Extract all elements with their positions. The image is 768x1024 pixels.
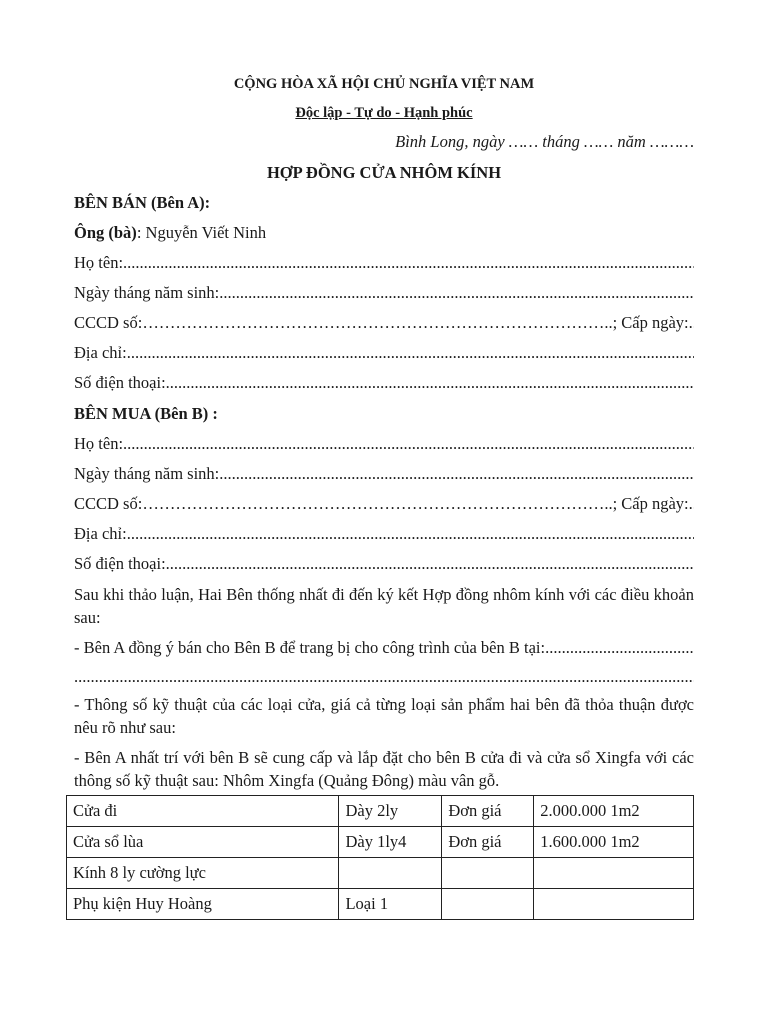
country-heading: CỘNG HÒA XÃ HỘI CHỦ NGHĨA VIỆT NAM [233, 76, 535, 92]
table-cell: Đơn giá [442, 827, 534, 858]
table-cell: 1.600.000 1m2 [534, 827, 694, 858]
buyer-name-label: Họ tên: [74, 434, 124, 453]
fill-dots [689, 494, 694, 514]
fill-dots [689, 313, 694, 333]
buyer-id-date-label: ..; Cấp ngày: [604, 494, 689, 513]
table-cell: Cửa đi [67, 796, 339, 827]
table-cell [442, 858, 534, 889]
seller-owner-value: : Nguyễn Viết Ninh [136, 223, 267, 242]
intro-paragraph: Sau khi thảo luận, Hai Bên thống nhất đi đến ký kết Hợp đồng nhôm kính với các điều khoản sau: [74, 585, 694, 627]
place-date: Bình Long, ngày …… tháng …… năm ……… [395, 132, 694, 151]
clause-location [74, 638, 694, 658]
seller-name-label: Họ tên: [74, 253, 124, 272]
table-cell: Cửa sổ lùa [67, 827, 339, 858]
fill-dots [74, 667, 694, 687]
table-cell: Dày 2ly [339, 796, 442, 827]
fill-dots [123, 253, 694, 273]
seller-address-label: Địa chỉ: [74, 343, 127, 362]
fill-dots [142, 313, 604, 333]
seller-owner-label: Ông (bà) [74, 223, 137, 242]
seller-id-date-label: ..; Cấp ngày: [604, 313, 689, 332]
table-cell [534, 858, 694, 889]
seller-dob-field [74, 283, 694, 303]
table-cell: Phụ kiện Huy Hoàng [67, 889, 339, 920]
table-row [67, 889, 694, 920]
motto [74, 103, 694, 123]
spec-table [66, 795, 694, 920]
table-row [67, 858, 694, 889]
motto-text: Độc lập - Tự do - Hạnh phúc [295, 105, 473, 121]
table-cell [442, 889, 534, 920]
fill-dots [545, 638, 694, 658]
clause-location-text: - Bên A đồng ý bán cho Bên B để trang bị cho công trình của bên B tại: [74, 638, 546, 657]
buyer-phone-field [74, 554, 694, 574]
table-cell: 2.000.000 1m2 [534, 796, 694, 827]
clause-location-continued [74, 667, 694, 687]
seller-name-field [74, 253, 694, 273]
fill-dots [219, 283, 694, 303]
document-title: HỢP ĐỒNG CỬA NHÔM KÍNH [266, 163, 502, 182]
table-row [67, 827, 694, 858]
fill-dots [142, 494, 604, 514]
fill-dots [127, 343, 694, 363]
buyer-dob-label: Ngày tháng năm sinh: [74, 464, 220, 483]
buyer-heading: BÊN MUA (Bên B) : [74, 404, 218, 423]
seller-dob-label: Ngày tháng năm sinh: [74, 283, 220, 302]
seller-id-label: CCCD số: [74, 313, 143, 332]
specs-paragraph: - Thông số kỹ thuật của các loại cửa, giá cả từng loại sản phẩm hai bên đã thỏa thuận được nêu rõ như sau: [74, 695, 694, 737]
fill-dots [166, 554, 694, 574]
table-cell [339, 858, 442, 889]
seller-id-field [74, 313, 694, 333]
seller-owner [74, 223, 694, 243]
fill-dots [166, 373, 694, 393]
buyer-phone-label: Số điện thoại: [74, 554, 166, 573]
seller-heading: BÊN BÁN (Bên A): [74, 193, 211, 212]
seller-phone-field [74, 373, 694, 393]
supply-paragraph: - Bên A nhất trí với bên B sẽ cung cấp và lắp đặt cho bên B cửa đi và cửa sổ Xingfa với các thông số kỹ thuật sau: Nhôm Xingfa (Quảng Đông) màu vân gỗ. [74, 748, 694, 790]
table-cell: Kính 8 ly cường lực [67, 858, 339, 889]
fill-dots [219, 464, 694, 484]
fill-dots [127, 524, 694, 544]
buyer-id-label: CCCD số: [74, 494, 143, 513]
table-cell [534, 889, 694, 920]
fill-dots [123, 434, 694, 454]
table-row [67, 796, 694, 827]
table-cell: Đơn giá [442, 796, 534, 827]
buyer-id-field [74, 494, 694, 514]
buyer-name-field [74, 434, 694, 454]
table-cell: Dày 1ly4 [339, 827, 442, 858]
buyer-dob-field [74, 464, 694, 484]
seller-address-field [74, 343, 694, 363]
buyer-address-label: Địa chỉ: [74, 524, 127, 543]
table-cell: Loại 1 [339, 889, 442, 920]
spec-table-body [67, 796, 694, 920]
seller-phone-label: Số điện thoại: [74, 373, 166, 392]
buyer-address-field [74, 524, 694, 544]
